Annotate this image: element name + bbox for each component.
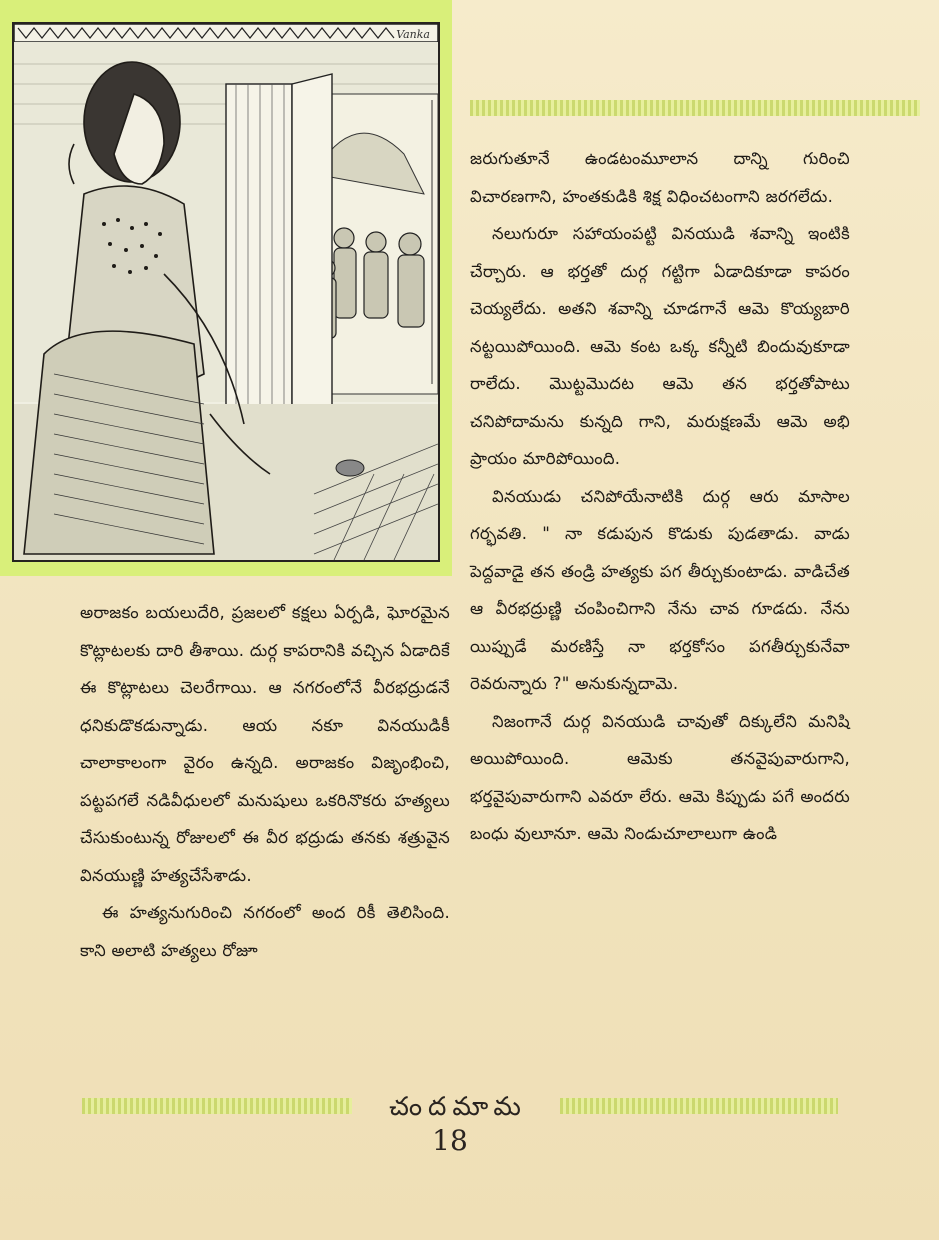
left-paragraph-2: ఈ హత్యనుగురించి నగరంలో అంద రికీ తెలిసింది. కాని అలాటి హత్యలు రోజూ — [80, 903, 450, 960]
illustration-drawing — [14, 24, 438, 560]
right-paragraph-2: నలుగురూ సహాయంపట్టి వినయుడి శవాన్ని ఇంటికి చేర్చారు. ఆ భర్తతో దుర్గ గట్టిగా ఏడాదికూడా కాపరం చెయ్యలేదు. అతని శవాన్ని చూడగానే ఆమె కొయ్యబారి నట్టయిపోయింది. ఆమె కంట ఒక్క కన్నీటి బిందువుకూడా రాలేదు. మొట్టమొదట ఆమె తన భర్తతోపాటు చనిపోదామను కున్నది గాని, మరుక్షణమే ఆమె అభి ప్రాయం మారిపోయింది. — [470, 224, 850, 468]
right-text-column — [470, 140, 850, 853]
right-paragraph-3: వినయుడు చనిపోయేనాటికి దుర్గ ఆరు మాసాల గర్భవతి. " నా కడుపున కొడుకు పుడతాడు. వాడు పెద్దవాడై తన తండ్రి హత్యకు పగ తీర్చుకుంటాడు. వాడిచేత ఆ వీరభద్రుణ్ణి చంపించిగాని నేను చావ గూడదు. నేను యిప్పుడే మరణిస్తే నా భర్తకోసం పగతీర్చుకునేవా రెవరున్నారు ?" అనుకున్నదామె. — [470, 486, 850, 693]
page-number: 18 — [432, 1124, 468, 1157]
left-text-column — [80, 594, 450, 969]
magazine-title: చందమామ — [389, 1092, 527, 1122]
right-paragraph-1: జరుగుతూనే ఉండటంమూలాన దాన్ని గురించి విచారణగాని, హంతకుడికి శిక్ష విధించటంగాని జరగలేదు. — [470, 149, 850, 206]
decorative-band-bottom-right — [560, 1098, 838, 1114]
story-illustration — [12, 22, 440, 562]
decorative-band-bottom-left — [82, 1098, 352, 1114]
left-paragraph-1: అరాజకం బయలుదేరి, ప్రజలలో కక్షలు ఏర్పడి, ఘోరమైన కొట్లాటలకు దారి తీశాయి. దుర్గ కాపరానికి వచ్చిన ఏడాదికే ఈ కొట్లాటలు చెలరేగాయి. ఆ నగరంలోనే వీరభద్రుడనే ధనికుడొకడున్నాడు. ఆయ నకూ వినయుడికీ చాలాకాలంగా వైరం ఉన్నది. అరాజకం విజృంభించి, పట్టపగలే నడివీధులలో మనుషులు ఒకరినొకరు హత్యలు చేసుకుంటున్న రోజులలో ఈ వీర భద్రుడు తనకు శత్రువైన వినయుణ్ణి హత్యచేసేశాడు. — [80, 603, 450, 885]
illustration-panel — [0, 0, 452, 576]
decorative-band-top — [470, 100, 920, 116]
artist-signature: Vanka — [396, 28, 430, 41]
right-paragraph-4: నిజంగానే దుర్గ వినయుడి చావుతో దిక్కులేని మనిషి అయిపోయింది. ఆమెకు తనవైపువారుగాని, భర్తవైపువారుగాని ఎవరూ లేరు. ఆమె కిప్పుడు పగే అందరు బంధు వులూనూ. ఆమె నిండుచూలాలుగా ఉండి — [470, 711, 850, 843]
